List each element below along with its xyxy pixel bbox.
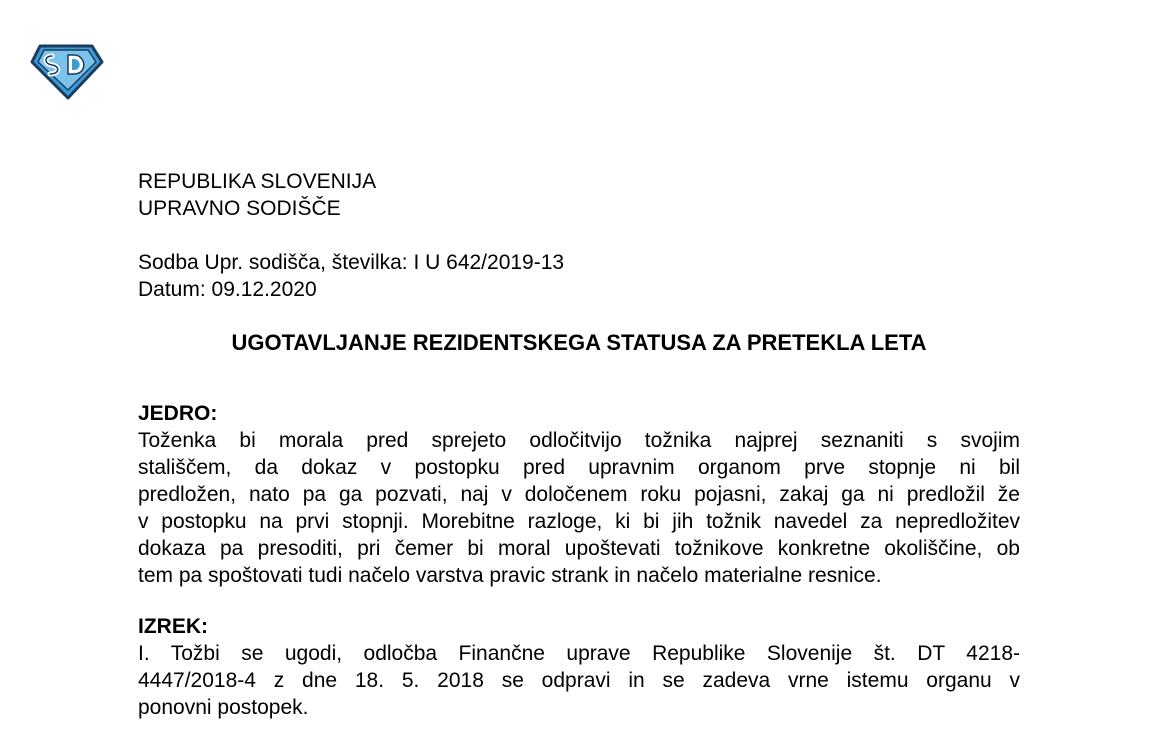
org-name-line2: UPRAVNO SODIŠČE	[138, 197, 341, 220]
jedro-line: stališčem, da dokaz v postopku pred upravnim organom prve stopnje ni bil	[138, 456, 1020, 479]
jedro-line: dokaza pa presoditi, pri čemer bi moral upoštevati tožnikove konkretne okoliščine, ob	[138, 537, 1020, 560]
izrek-paragraph	[138, 640, 1020, 721]
document-body	[138, 168, 1020, 721]
jedro-line: Toženka bi morala pred sprejeto odločitvijo tožnika najprej seznaniti s svojim	[138, 429, 1020, 452]
jedro-line: tem pa spoštovati tudi načelo varstva pravic strank in načelo materialne resnice.	[138, 564, 882, 587]
decision-date: Datum: 09.12.2020	[138, 278, 317, 301]
jedro-line: predložen, nato pa ga pozvati, naj v določenem roku pojasni, zakaj ga ni predložil že	[138, 483, 1020, 506]
org-name-line1: REPUBLIKA SLOVENIJA	[138, 170, 377, 193]
izrek-heading: IZREK:	[138, 615, 208, 638]
jedro-heading: JEDRO:	[138, 402, 218, 425]
jedro-line: v postopku na prvi stopnji. Morebitne razloge, ki bi jih tožnik navedel za nepredložitev	[138, 510, 1020, 533]
izrek-line: 4447/2018-4 z dne 18. 5. 2018 se odpravi in se zadeva vrne istemu organu v	[138, 669, 1020, 692]
jedro-paragraph	[138, 427, 1020, 589]
izrek-line: ponovni postopek.	[138, 696, 309, 719]
case-number: Sodba Upr. sodišča, številka: I U 642/2019-13	[138, 251, 565, 274]
izrek-line: I. Tožbi se ugodi, odločba Finančne uprave Republike Slovenije št. DT 4218-	[138, 642, 1020, 665]
document-title: UGOTAVLJANJE REZIDENTSKEGA STATUSA ZA PRETEKLA LETA	[231, 330, 927, 355]
court-logo-icon	[30, 40, 104, 100]
